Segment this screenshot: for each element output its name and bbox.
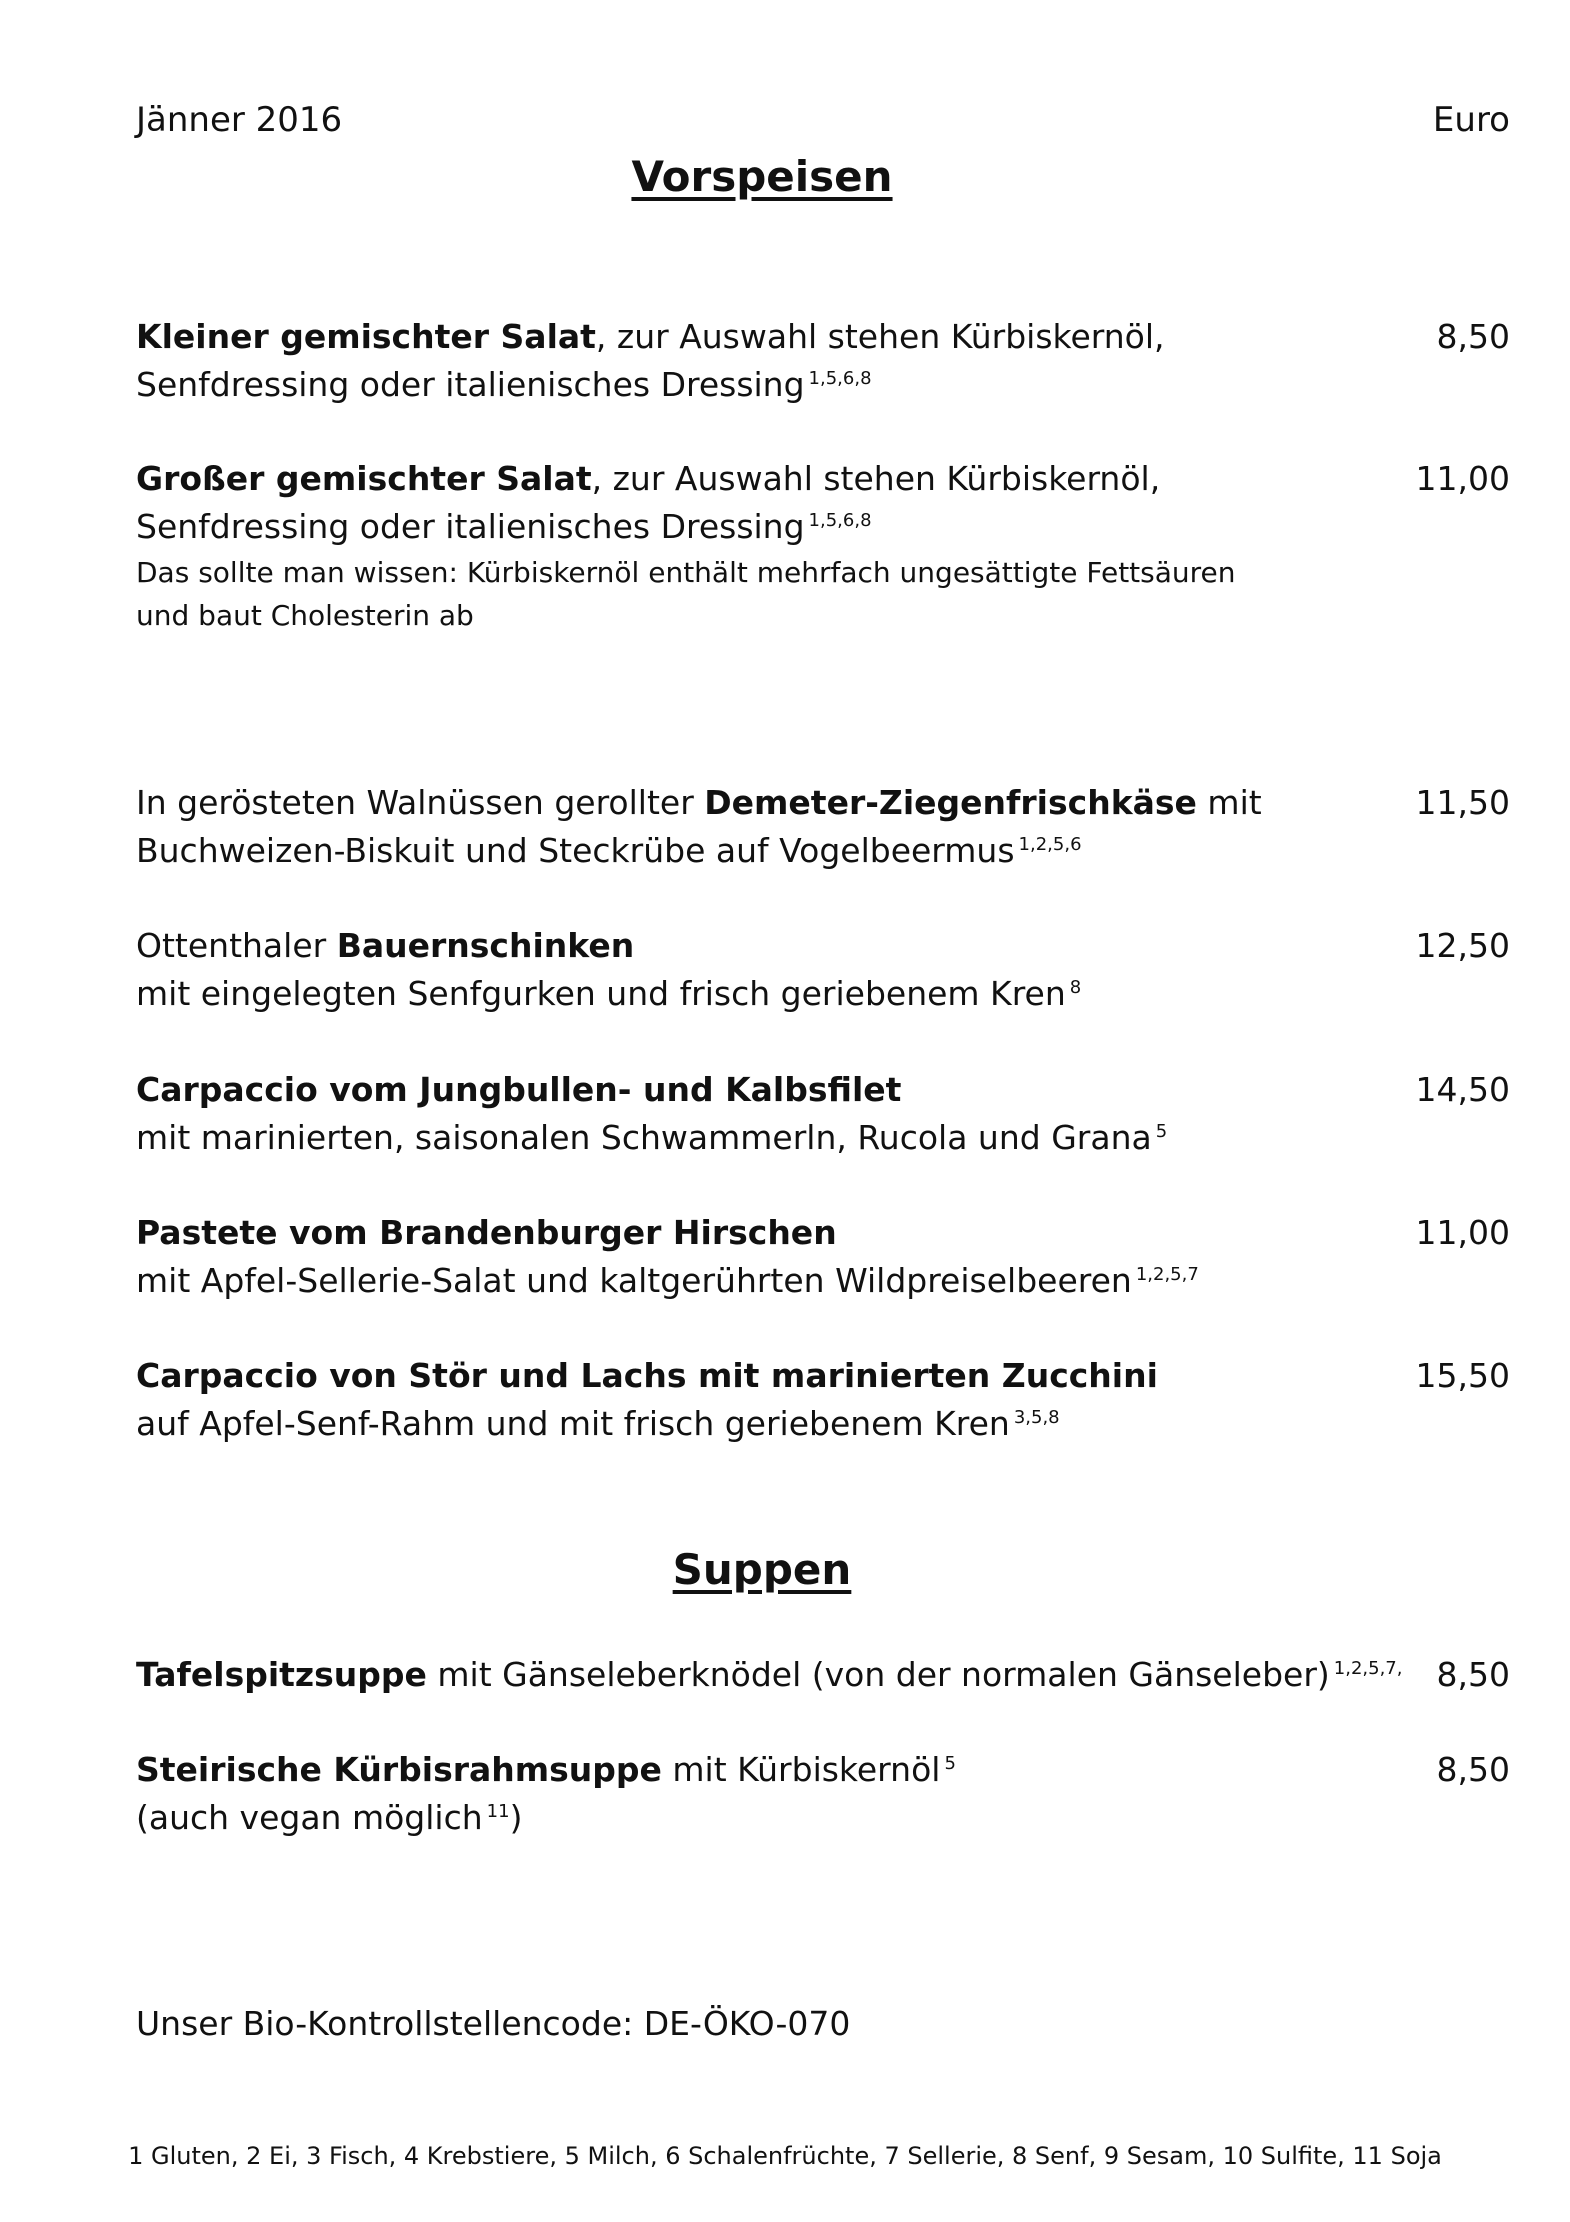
price: 8,50 [1436, 1750, 1510, 1789]
allergen-codes: 5 [944, 1753, 956, 1774]
bio-control-code: Unser Bio-Kontrollstellencode: DE-ÖKO-070 [136, 2004, 851, 2043]
dish-name: Demeter-Ziegenfrischkäse [704, 783, 1197, 822]
allergen-codes: 3,5,8 [1013, 1407, 1060, 1428]
item-note: und baut Cholesterin ab [136, 599, 474, 632]
dish-name: Kleiner gemischter Salat [136, 317, 596, 356]
menu-item: Ottenthaler Bauernschinken mit eingelegten Senfgurken und frisch geriebenem Kren $^8$ [136, 926, 1082, 1013]
price: 8,50 [1436, 317, 1510, 356]
dish-name: Großer gemischter Salat [136, 459, 592, 498]
allergen-codes: 8 [1069, 977, 1082, 998]
dish-name: Steirische Kürbisrahmsuppe [136, 1750, 662, 1789]
allergen-codes: 1,2,5,7 [1135, 1264, 1199, 1285]
dish-name: Bauernschinken [336, 926, 635, 965]
menu-item: Kleiner gemischter Salat, zur Auswahl stehen Kürbiskernöl, Senfdressing oder italienisches Dressing $^{1,5,6,8}$ [136, 317, 1165, 404]
price: 12,50 [1415, 926, 1510, 965]
price: 11,00 [1415, 1213, 1510, 1252]
price: 15,50 [1415, 1356, 1510, 1395]
price: 11,50 [1415, 783, 1510, 822]
dish-name: Tafelspitzsuppe [136, 1655, 427, 1694]
menu-item: Carpaccio von Stör und Lachs mit marinierten Zucchini auf Apfel-Senf-Rahm und mit frisch geriebenem Kren $^{3,5,8}$ [136, 1356, 1158, 1443]
dish-name: Pastete vom Brandenburger Hirschen [136, 1213, 837, 1252]
item-note: Das sollte man wissen: Kürbiskernöl enthält mehrfach ungesättigte Fettsäuren [136, 556, 1236, 589]
allergen-codes: 1,5,6,8 [808, 510, 872, 531]
price: 8,50 [1436, 1655, 1510, 1694]
allergen-codes: 11 [486, 1801, 510, 1822]
dish-name: Carpaccio von Stör und Lachs mit marinierten Zucchini [136, 1356, 1158, 1395]
currency-label: Euro [1432, 100, 1510, 140]
allergen-legend: 1 Gluten, 2 Ei, 3 Fisch, 4 Krebstiere, 5 Milch, 6 Schalenfrüchte, 7 Sellerie, 8 Senf, 9 Sesam, 10 Sulfite, 11 Soja [128, 2142, 1442, 2170]
section-title-vorspeisen: Vorspeisen [631, 152, 893, 201]
menu-item: Carpaccio vom Jungbullen- und Kalbsfilet mit marinierten, saisonalen Schwammerln, Rucola und Grana $^5$ [136, 1070, 1168, 1157]
menu-item: In gerösteten Walnüssen gerollter Demeter-Ziegenfrischkäse mit Buchweizen-Biskuit und Steckrübe auf Vogelbeermus $^{1,2,5,6}$ [136, 783, 1262, 870]
menu-item: Tafelspitzsuppe mit Gänseleberknödel (von der normalen Gänseleber) $^{1,2,5,7,}$ [136, 1655, 1403, 1694]
allergen-codes: 1,5,6,8 [808, 368, 872, 389]
price: 11,00 [1415, 459, 1510, 498]
menu-item: Großer gemischter Salat, zur Auswahl stehen Kürbiskernöl, Senfdressing oder italienisches Dressing $^{1,5,6,8}$ Das sollte man wissen: Kürbiskernöl enthält mehrfach ungesättigte Fettsäuren und baut Cholesterin ab [136, 455, 1416, 637]
section-title-suppen: Suppen [672, 1545, 852, 1594]
menu-date: Jänner 2016 [136, 100, 343, 140]
price: 14,50 [1415, 1070, 1510, 1109]
menu-item: Steirische Kürbisrahmsuppe mit Kürbiskernöl $^5$ (auch vegan möglich $^{11}$) [136, 1750, 956, 1837]
allergen-codes: 1,2,5,7, [1333, 1658, 1403, 1679]
dish-name: Carpaccio vom Jungbullen- und Kalbsfilet [136, 1070, 902, 1109]
allergen-codes: 5 [1155, 1121, 1168, 1142]
menu-item: Pastete vom Brandenburger Hirschen mit Apfel-Sellerie-Salat und kaltgerührten Wildpreiselbeeren $^{1,2,5,7}$ [136, 1213, 1199, 1300]
allergen-codes: 1,2,5,6 [1018, 834, 1082, 855]
